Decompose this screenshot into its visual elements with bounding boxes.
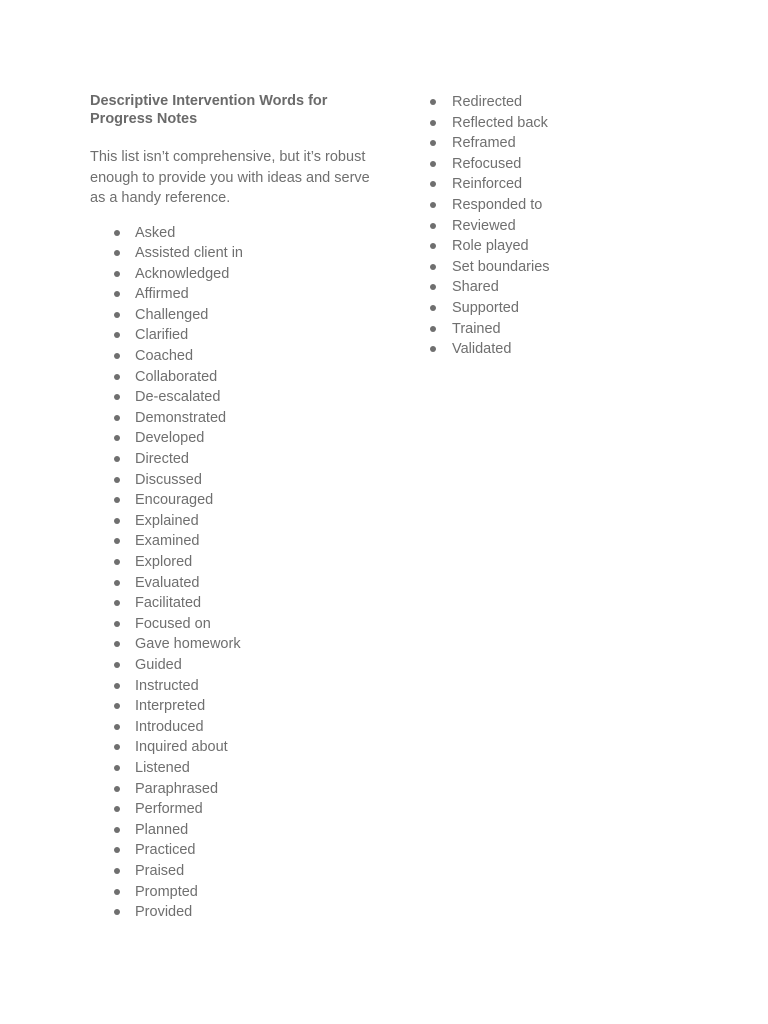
document-title: Descriptive Intervention Words for Progress Notes (90, 93, 328, 127)
list-item-text: Set boundaries (452, 258, 550, 275)
bullet-icon (430, 346, 436, 352)
list-item (90, 614, 370, 635)
list-item (430, 174, 690, 195)
list-item-text: Introduced (135, 718, 204, 735)
list-item (90, 840, 370, 861)
list-item (90, 573, 370, 594)
list-item (430, 92, 690, 113)
list-item (90, 223, 370, 244)
bullet-icon (114, 868, 120, 874)
list-item (430, 236, 690, 257)
list-item (430, 257, 690, 278)
bullet-icon (114, 250, 120, 256)
bullet-icon (114, 621, 120, 627)
bullet-icon (430, 326, 436, 332)
list-item (90, 305, 370, 326)
list-item-text: Trained (452, 320, 501, 337)
list-item (90, 717, 370, 738)
bullet-icon (114, 291, 120, 297)
right-column (430, 92, 690, 360)
list-item-text: Praised (135, 862, 185, 879)
list-item-text: Discussed (135, 471, 202, 488)
bullet-icon (114, 312, 120, 318)
bullet-icon (430, 243, 436, 249)
intervention-words-list-left (90, 223, 370, 923)
list-item-text: Encouraged (135, 492, 214, 509)
bullet-icon (114, 456, 120, 462)
list-item (430, 133, 690, 154)
bullet-icon (114, 580, 120, 586)
bullet-icon (114, 703, 120, 709)
list-item-text: Provided (135, 904, 193, 921)
list-item-text: Role played (452, 238, 529, 255)
list-item-text: Developed (135, 430, 205, 447)
bullet-icon (114, 394, 120, 400)
list-item-text: Directed (135, 451, 189, 468)
list-item-text: Reflected back (452, 114, 548, 131)
list-item-text: Asked (135, 224, 176, 241)
bullet-icon (114, 271, 120, 277)
bullet-icon (114, 477, 120, 483)
list-item (90, 490, 370, 511)
list-item (430, 113, 690, 134)
list-item-text: Performed (135, 801, 203, 818)
list-item-text: Planned (135, 821, 189, 838)
bullet-icon (430, 161, 436, 167)
bullet-icon (114, 497, 120, 503)
bullet-icon (430, 140, 436, 146)
bullet-icon (114, 847, 120, 853)
bullet-icon (114, 744, 120, 750)
list-item (90, 593, 370, 614)
list-item-text: Guided (135, 656, 182, 673)
bullet-icon (114, 538, 120, 544)
list-item (90, 325, 370, 346)
list-item-text: Coached (135, 348, 194, 365)
list-item (90, 408, 370, 429)
list-item (90, 387, 370, 408)
list-item-text: Shared (452, 279, 499, 296)
bullet-icon (114, 518, 120, 524)
bullet-icon (430, 305, 436, 311)
list-item-text: Refocused (452, 155, 522, 172)
bullet-icon (114, 786, 120, 792)
bullet-icon (114, 600, 120, 606)
list-item-text: Explained (135, 512, 199, 529)
list-item-text: Challenged (135, 306, 209, 323)
list-item-text: Responded to (452, 196, 543, 213)
list-item (90, 346, 370, 367)
list-item-text: Demonstrated (135, 409, 227, 426)
bullet-icon (114, 353, 120, 359)
list-item-text: Paraphrased (135, 780, 219, 797)
list-item (90, 779, 370, 800)
bullet-icon (430, 120, 436, 126)
list-item (430, 277, 690, 298)
bullet-icon (114, 230, 120, 236)
list-item (90, 799, 370, 820)
list-item (90, 676, 370, 697)
list-item (430, 216, 690, 237)
list-item-text: Evaluated (135, 574, 200, 591)
bullet-icon (114, 641, 120, 647)
list-item (430, 339, 690, 360)
list-item-text: Affirmed (135, 286, 189, 303)
list-item-text: Clarified (135, 327, 189, 344)
list-item (90, 820, 370, 841)
list-item (430, 298, 690, 319)
list-item-text: Acknowledged (135, 265, 230, 282)
intervention-words-list-right (430, 92, 690, 360)
list-item (90, 367, 370, 388)
bullet-icon (430, 202, 436, 208)
list-item (90, 531, 370, 552)
list-item-text: Collaborated (135, 368, 218, 385)
list-item-text: Focused on (135, 615, 211, 632)
bullet-icon (114, 889, 120, 895)
list-item-text: Interpreted (135, 698, 206, 715)
bullet-icon (430, 181, 436, 187)
list-item (90, 449, 370, 470)
list-item-text: Reinforced (452, 176, 523, 193)
bullet-icon (114, 683, 120, 689)
list-item-text: Supported (452, 299, 519, 316)
bullet-icon (114, 827, 120, 833)
list-item (90, 634, 370, 655)
bullet-icon (430, 284, 436, 290)
list-item (430, 154, 690, 175)
list-item-text: Prompted (135, 883, 198, 900)
list-item-text: Gave homework (135, 636, 241, 653)
list-item-text: Redirected (452, 94, 523, 110)
list-item (90, 902, 370, 923)
list-item (90, 882, 370, 903)
bullet-icon (114, 909, 120, 915)
list-item-text: Examined (135, 533, 200, 550)
list-item (90, 428, 370, 449)
list-item-text: Practiced (135, 842, 196, 859)
list-item-text: Explored (135, 554, 193, 570)
list-item-text: Reviewed (452, 217, 516, 234)
list-item-text: De-escalated (135, 389, 221, 406)
bullet-icon (114, 435, 120, 441)
list-item (90, 511, 370, 532)
list-item (90, 284, 370, 305)
list-item-text: Validated (452, 341, 512, 358)
list-item (90, 861, 370, 882)
bullet-icon (430, 264, 436, 270)
bullet-icon (430, 99, 436, 105)
list-item-text: Assisted client in (135, 245, 243, 262)
list-item-text: Instructed (135, 677, 199, 694)
list-item (90, 758, 370, 779)
bullet-icon (114, 806, 120, 812)
bullet-icon (114, 559, 120, 565)
list-item-text: Inquired about (135, 739, 228, 756)
list-item (90, 552, 370, 573)
list-item (90, 655, 370, 676)
list-item (430, 195, 690, 216)
list-item (90, 696, 370, 717)
list-item (90, 243, 370, 264)
left-column (90, 92, 370, 923)
list-item (90, 264, 370, 285)
bullet-icon (114, 415, 120, 421)
intro-paragraph: This list isn’t comprehensive, but it’s robust enough to provide you with ideas and serve as a handy reference. (90, 149, 370, 206)
bullet-icon (114, 662, 120, 668)
bullet-icon (114, 765, 120, 771)
bullet-icon (114, 374, 120, 380)
list-item-text: Listened (135, 759, 190, 776)
list-item (90, 470, 370, 491)
list-item (430, 319, 690, 340)
bullet-icon (114, 724, 120, 730)
list-item-text: Facilitated (135, 595, 202, 612)
bullet-icon (430, 223, 436, 229)
list-item-text: Reframed (452, 135, 516, 152)
list-item (90, 737, 370, 758)
bullet-icon (114, 332, 120, 338)
